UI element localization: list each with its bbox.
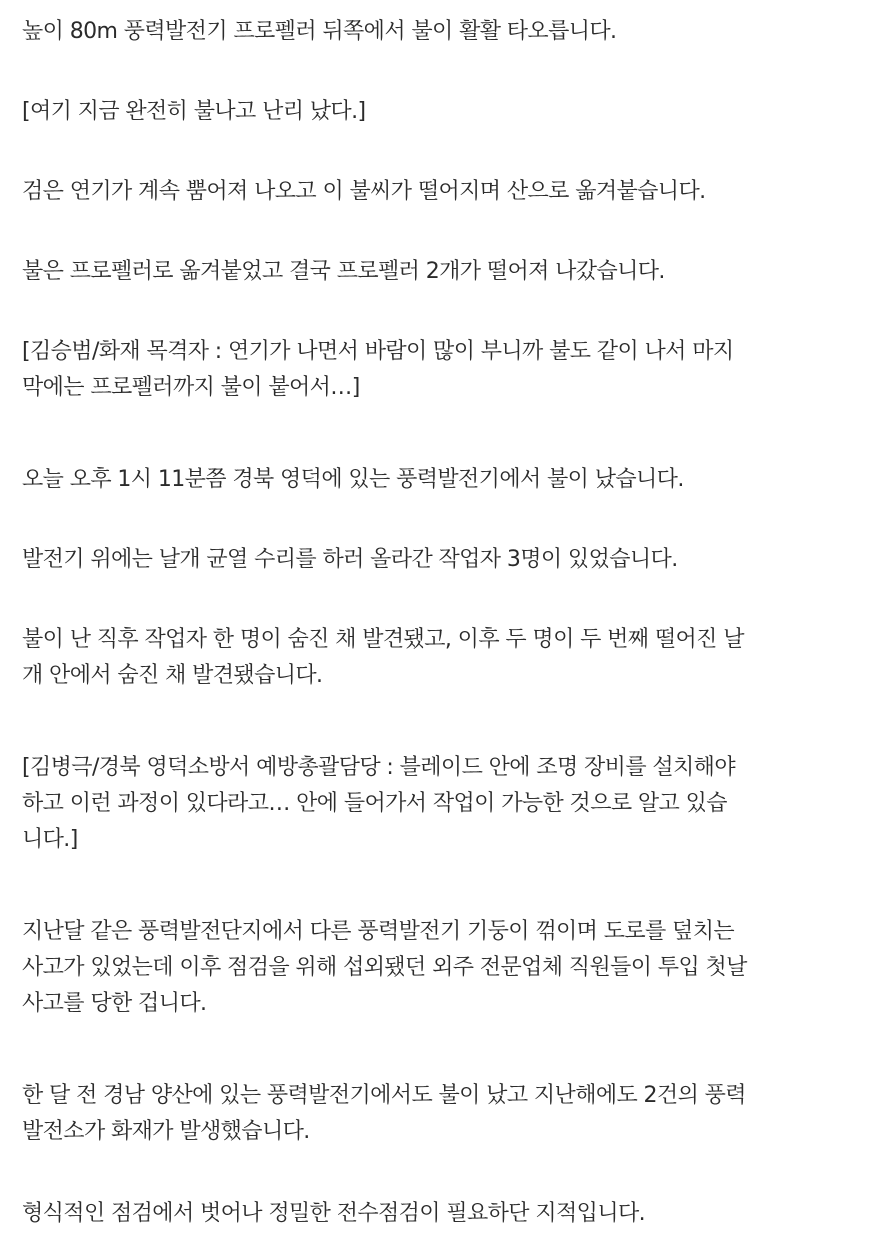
paragraph-line: [여기 지금 완전히 불나고 난리 났다.]	[22, 99, 366, 124]
paragraph-line: [김병극/경북 영덕소방서 예방총괄담당 : 블레이드 안에 조명 장비를 설치해야	[22, 755, 735, 780]
paragraph-4	[22, 254, 857, 290]
paragraph-line: 니다.]	[22, 827, 78, 852]
paragraph-line: 사고를 당한 겁니다.	[22, 991, 207, 1016]
paragraph-line: 발전기 위에는 날개 균열 수리를 하러 올라간 작업자 3명이 있었습니다.	[22, 547, 678, 572]
paragraph-line: 하고 이런 과정이 있다라고… 안에 들어가서 작업이 가능한 것으로 알고 있습	[22, 791, 727, 816]
paragraph-line: 한 달 전 경남 양산에 있는 풍력발전기에서도 불이 났고 지난해에도 2건의 풍력	[22, 1083, 746, 1108]
paragraph-5-quote	[22, 334, 857, 406]
paragraph-line: 불은 프로펠러로 옮겨붙었고 결국 프로펠러 2개가 떨어져 나갔습니다.	[22, 259, 665, 284]
paragraph-12	[22, 1196, 857, 1232]
paragraph-6	[22, 462, 857, 498]
paragraph-line: 개 안에서 숨진 채 발견됐습니다.	[22, 663, 323, 688]
paragraph-1	[22, 14, 857, 50]
paragraph-line: 발전소가 화재가 발생했습니다.	[22, 1119, 310, 1144]
paragraph-9-quote	[22, 750, 857, 858]
paragraph-2-quote	[22, 94, 857, 130]
paragraph-line: 형식적인 점검에서 벗어나 정밀한 전수점검이 필요하단 지적입니다.	[22, 1201, 646, 1226]
paragraph-7	[22, 542, 857, 578]
paragraph-3	[22, 174, 857, 210]
paragraph-line: 높이 80m 풍력발전기 프로펠러 뒤쪽에서 불이 활활 타오릅니다.	[22, 19, 617, 44]
paragraph-line: 지난달 같은 풍력발전단지에서 다른 풍력발전기 기둥이 꺾이며 도로를 덮치는	[22, 919, 735, 944]
paragraph-line: 사고가 있었는데 이후 점검을 위해 섭외됐던 외주 전문업체 직원들이 투입 첫날	[22, 955, 747, 980]
paragraph-line: 오늘 오후 1시 11분쯤 경북 영덕에 있는 풍력발전기에서 불이 났습니다.	[22, 467, 684, 492]
paragraph-10	[22, 914, 857, 1022]
paragraph-line: 검은 연기가 계속 뿜어져 나오고 이 불씨가 떨어지며 산으로 옮겨붙습니다.	[22, 179, 706, 204]
paragraph-line: [김승범/화재 목격자 : 연기가 나면서 바람이 많이 부니까 불도 같이 나서 마지	[22, 339, 734, 364]
paragraph-8	[22, 622, 857, 694]
paragraph-line: 막에는 프로펠러까지 불이 붙어서…]	[22, 375, 360, 400]
paragraph-11	[22, 1078, 857, 1150]
paragraph-line: 불이 난 직후 작업자 한 명이 숨진 채 발견됐고, 이후 두 명이 두 번째 떨어진 날	[22, 627, 744, 652]
